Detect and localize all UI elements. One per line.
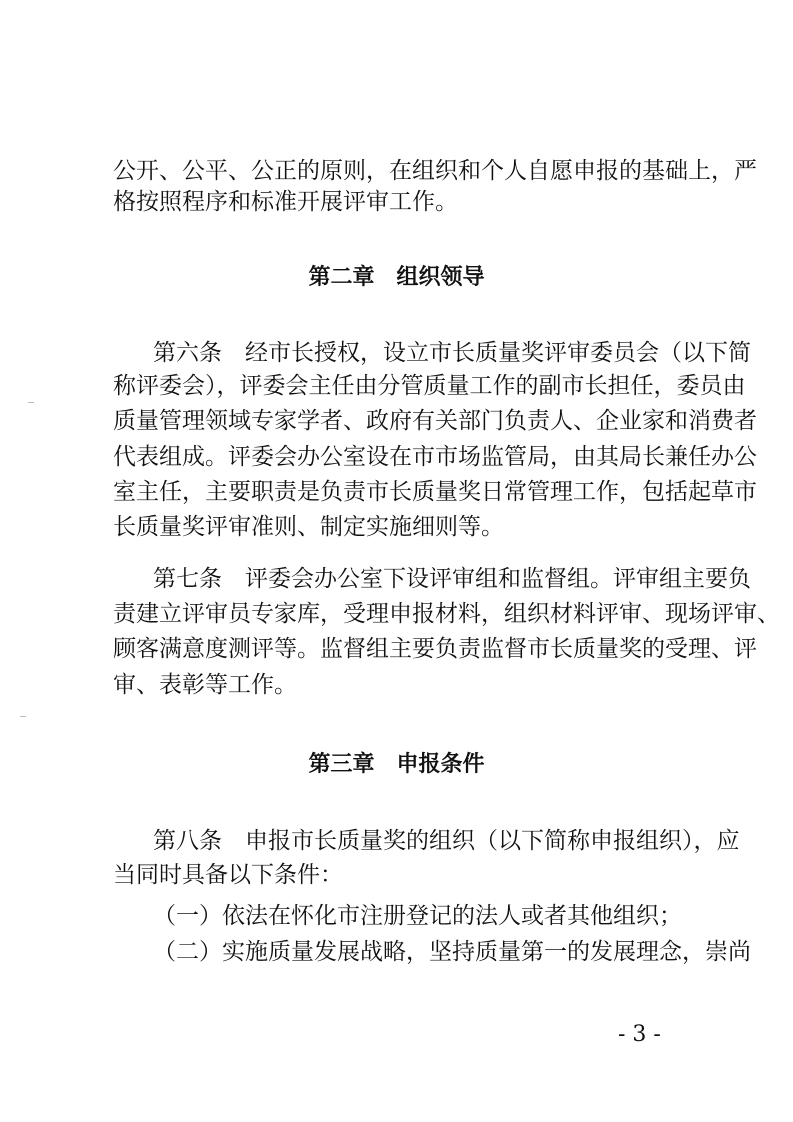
article-six-line: 第六条 经市长授权，设立市长质量奖评审委员会（以下简: [153, 340, 751, 366]
condition-item: （二）实施质量发展战略，坚持质量第一的发展理念，崇尚: [153, 939, 751, 965]
chapter-heading: 第三章 申报条件: [308, 752, 485, 777]
article-eight-line: 第八条 申报市长质量奖的组织（以下简称申报组织），应: [153, 828, 740, 854]
article-six-line: 代表组成。评委会办公室设在市市场监管局，由其局长兼任办公: [113, 444, 757, 470]
page-number: - 3 -: [618, 1022, 661, 1047]
paragraph-line: 格按照程序和标准开展评审工作。: [113, 189, 458, 215]
article-seven-line: 责建立评审员专家库，受理申报材料，组织材料评审、现场评审、: [113, 601, 780, 627]
condition-item: （一）依法在怀化市注册登记的法人或者其他组织；: [153, 903, 682, 929]
article-six-line: 称评委会），评委会主任由分管质量工作的副市长担任，委员由: [113, 373, 746, 399]
article-six-line: 长质量奖评审准则、制定实施细则等。: [113, 514, 504, 540]
scan-mark: [28, 402, 34, 403]
paragraph-line: 公开、公平、公正的原则，在组织和个人自愿申报的基础上，严: [113, 158, 757, 184]
chapter-heading: 第二章 组织领导: [308, 265, 485, 290]
article-seven-line: 审、表彰等工作。: [113, 672, 297, 698]
article-six-line: 室主任，主要职责是负责市长质量奖日常管理工作，包括起草市: [113, 479, 757, 505]
article-eight-line: 当同时具备以下条件：: [113, 862, 343, 888]
article-seven-line: 顾客满意度测评等。监督组主要负责监督市长质量奖的受理、评: [113, 636, 757, 662]
article-seven-line: 第七条 评委会办公室下设评审组和监督组。评审组主要负: [153, 566, 751, 592]
article-six-line: 质量管理领域专家学者、政府有关部门负责人、企业家和消费者: [113, 408, 757, 434]
scan-mark: [20, 716, 26, 717]
